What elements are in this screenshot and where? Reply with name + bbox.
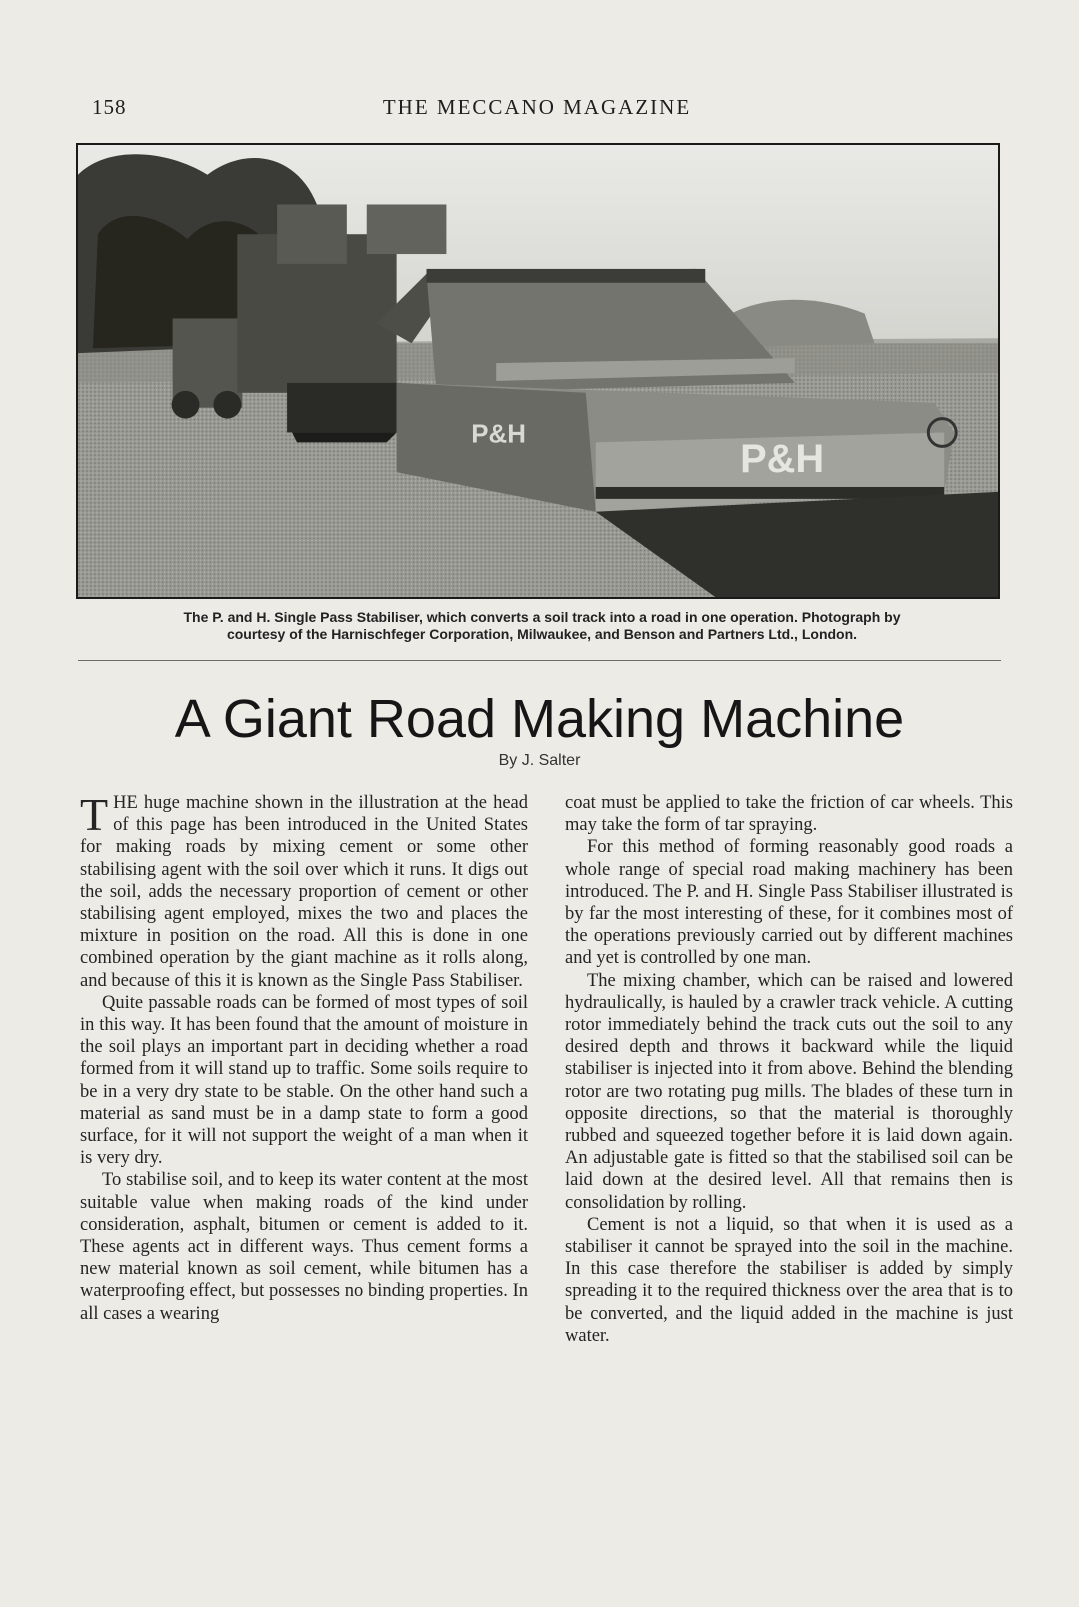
paragraph: coat must be applied to take the friction of car wheels. This may take the form of tar spraying. xyxy=(565,793,1013,836)
page-number: 158 xyxy=(92,95,127,119)
paragraph xyxy=(80,789,528,992)
caption-line-1: The P. and H. Single Pass Stabiliser, which converts a soil track into a road in one operation. Photograph by xyxy=(183,609,901,625)
machine-marking-large: P&H xyxy=(740,437,825,482)
page-header xyxy=(92,95,982,125)
machine-marking-small: P&H xyxy=(471,420,526,449)
photograph xyxy=(76,143,1000,599)
byline: By J. Salter xyxy=(498,752,581,769)
article-title: A Giant Road Making Machine xyxy=(174,689,905,749)
paragraph-text: HE huge machine shown in the illustration at the head of this page has been introduced in the United States for making roads by mixing cement or some other stabilising agent with the soil over which it runs. It digs out the soil, adds the necessary proportion of cement or other stabilising agent employed, mixes the two and places the mixture in position on the road. All this is done in one combined operation by the giant machine as it rolls along, and because of this it is known as the Single Pass Stabiliser. xyxy=(80,793,528,991)
magazine-title: THE MECCANO MAGAZINE xyxy=(382,95,692,119)
right-column xyxy=(565,792,1013,1347)
photo-caption xyxy=(72,609,1012,643)
caption-line-2: courtesy of the Harnischfeger Corporation, Milwaukee, and Benson and Partners Ltd., London. xyxy=(226,626,858,642)
divider-rule xyxy=(78,660,1001,661)
drop-cap: T xyxy=(80,789,109,840)
paragraph: The mixing chamber, which can be raised and lowered hydraulically, is hauled by a crawler track vehicle. A cutting rotor immediately behind the track cuts out the soil to any desired depth and throws it backward while the liquid stabiliser is injected into it from above. Behind the blending rotor are two rotating pug mills. The blades of these turn in opposite directions, so that the material is thoroughly rubbed and squeezed together before it is laid down again. An adjustable gate is fitted so that the stabilised soil can be laid down at the desired level. All that remains then is consolidation by rolling. xyxy=(565,970,1013,1213)
paragraph: To stabilise soil, and to keep its water content at the most suitable value when making roads of the kind under consideration, asphalt, bitumen or cement is added to it. These agents act in different ways. Thus cement forms a new material known as soil cement, while bitumen has a waterproofing effect, but possesses no binding properties. In all cases a wearing xyxy=(80,1170,528,1324)
paragraph: Cement is not a liquid, so that when it is used as a stabiliser it cannot be sprayed into the soil in the machine. In this case therefore the stabiliser is added by simply spreading it to the required thickness over the area that is to be converted, and the liquid added in the machine is just water. xyxy=(565,1214,1013,1346)
road-machine-photo xyxy=(78,145,998,597)
paragraph: For this method of forming reasonably good roads a whole range of special road making machinery has been introduced. The P. and H. Single Pass Stabiliser illustrated is by far the most interesting of these, for it combines most of the operations previously carried out by different machines and yet is controlled by one man. xyxy=(565,837,1013,969)
left-column xyxy=(80,789,528,1325)
paragraph: Quite passable roads can be formed of most types of soil in this way. It has been found that the amount of moisture in the soil plays an important part in deciding whether a road formed from it will stand up to traffic. Some soils require to be in a very dry state to be stable. On the other hand such a material as sand must be in a damp state to form a good surface, for it will not support the weight of a man when it is very dry. xyxy=(80,992,528,1169)
